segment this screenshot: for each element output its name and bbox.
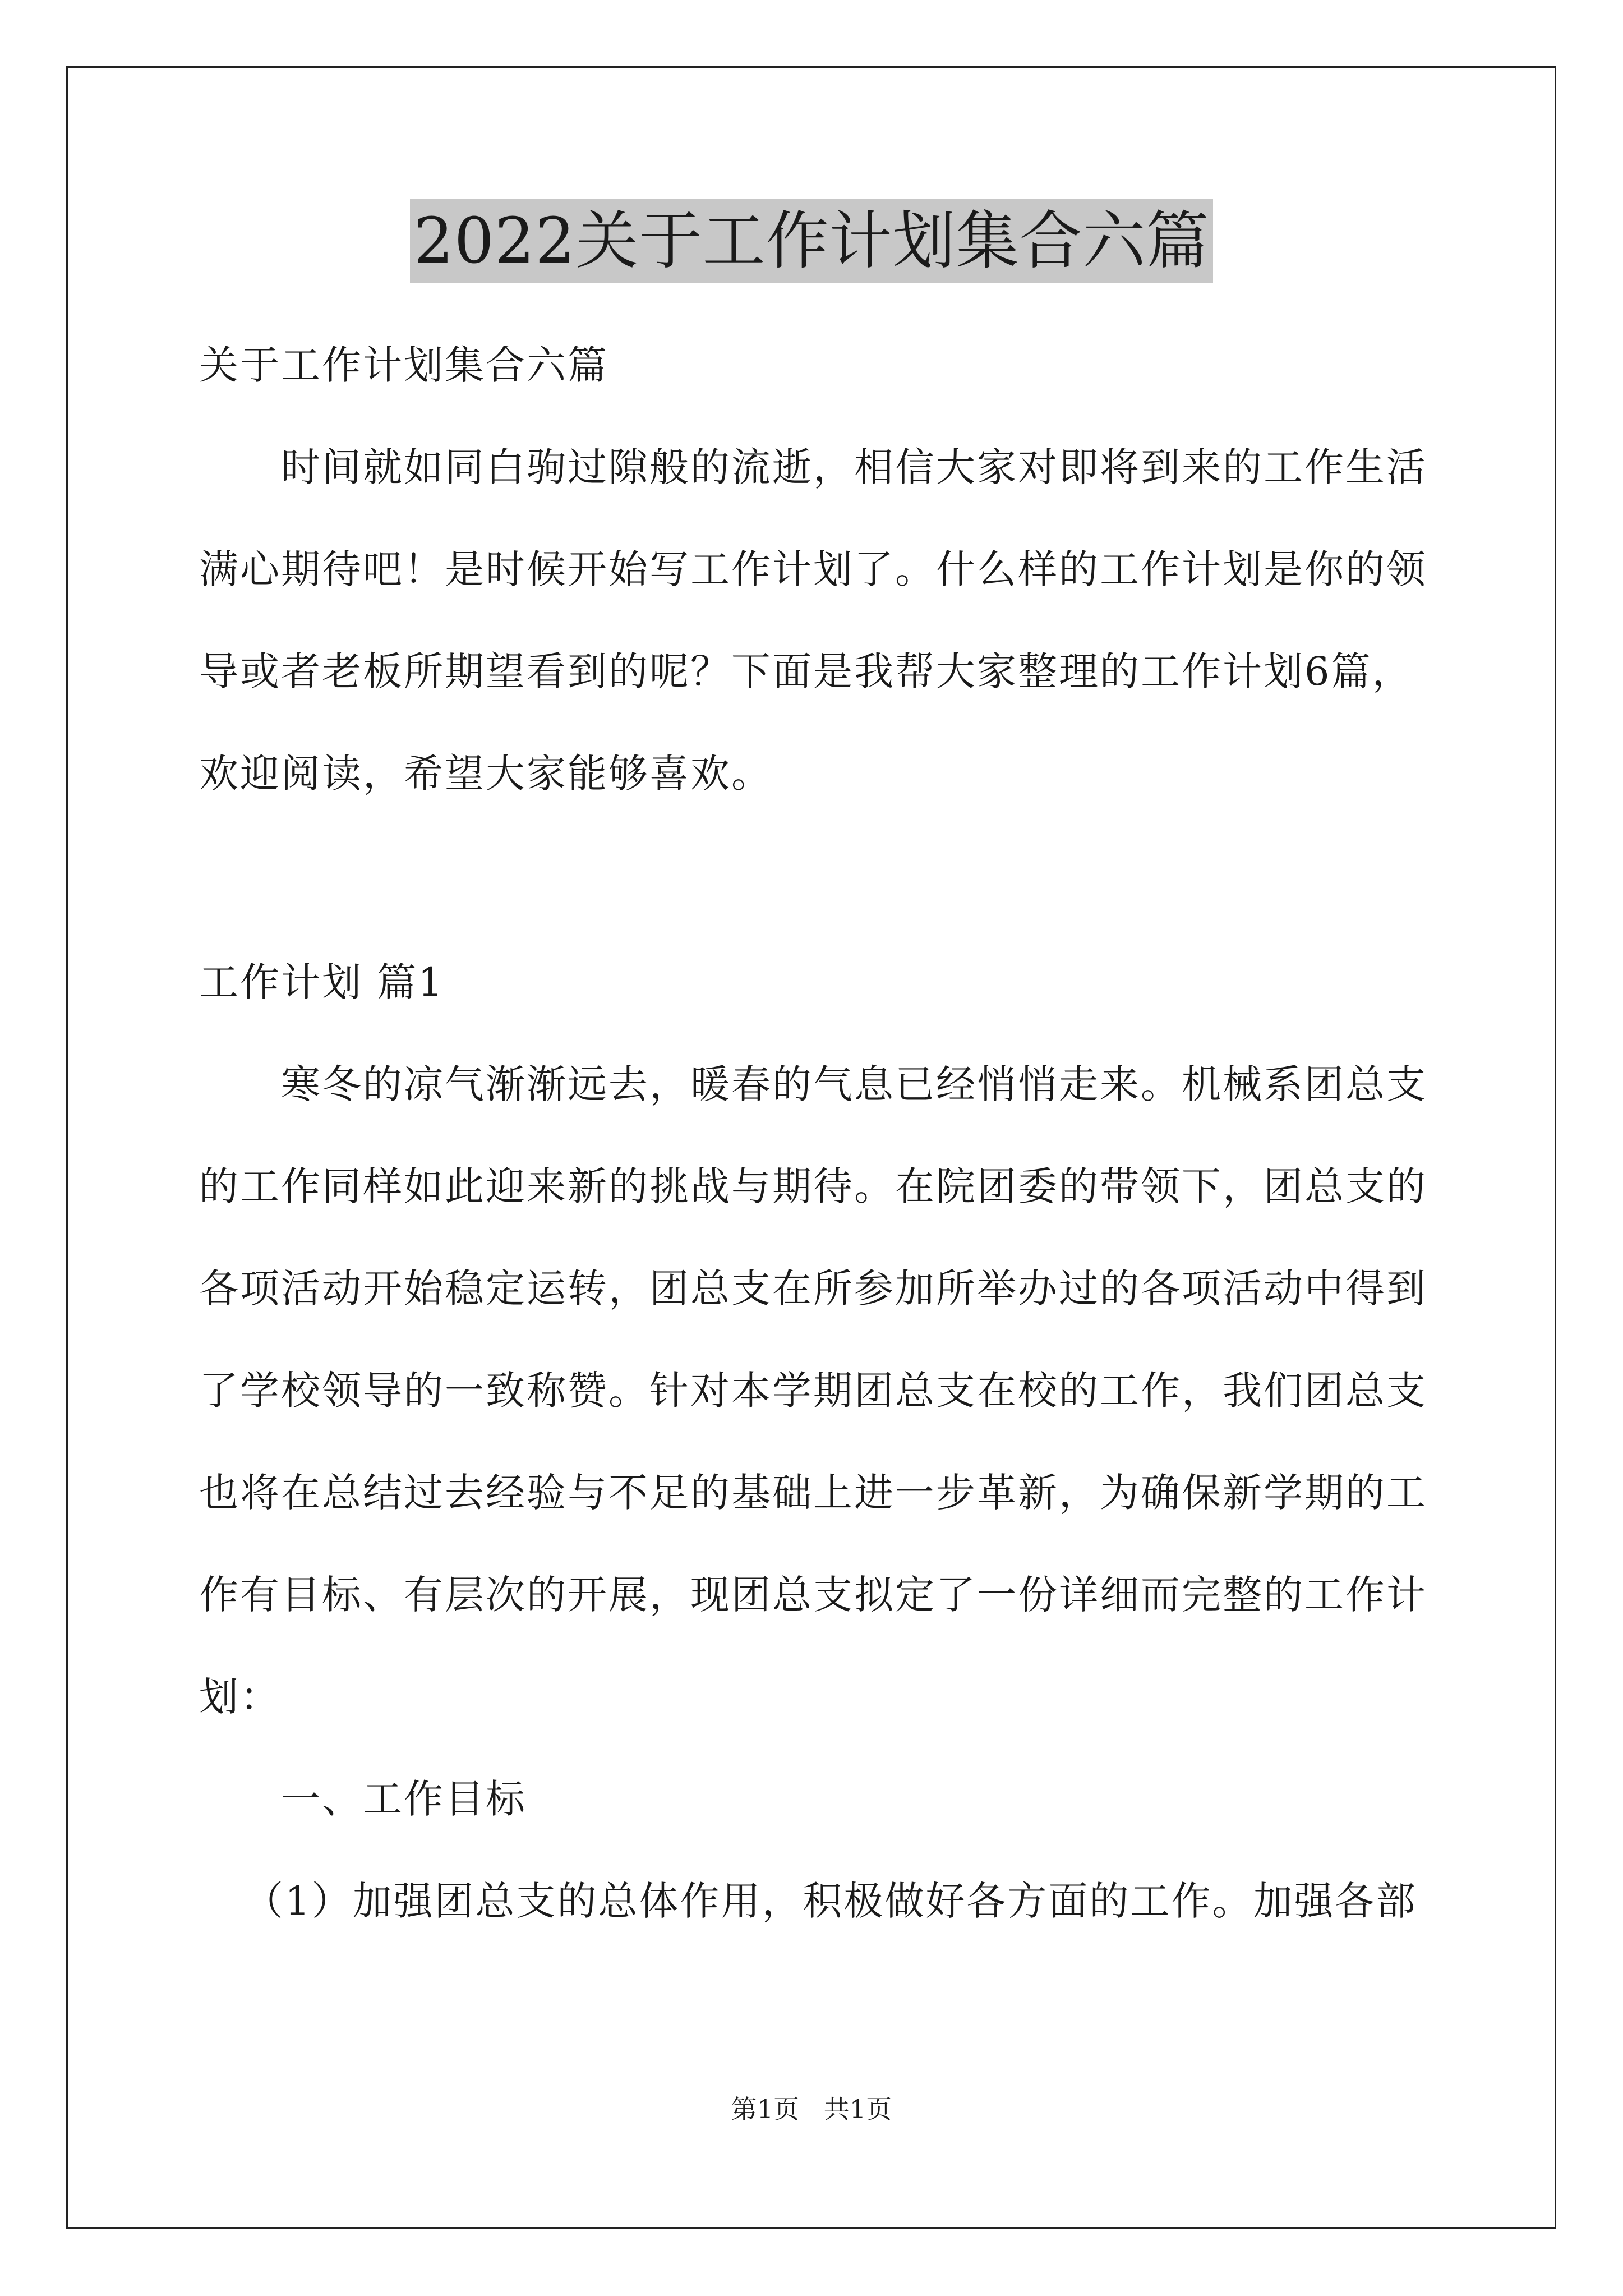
intro-line: 满心期待吧！是时候开始写工作计划了。什么样的工作计划是你的领: [199, 546, 1427, 592]
document-body: [199, 314, 1430, 1952]
section-line: 寒冬的凉气渐渐远去，暖春的气息已经悄悄走来。机械系团总支: [281, 1061, 1427, 1107]
document-title: 2022关于工作计划集合六篇: [410, 199, 1212, 283]
section-line: 也将在总结过去经验与不足的基础上进一步革新，为确保新学期的工: [199, 1470, 1427, 1516]
intro-line: 时间就如同白驹过隙般的流逝，相信大家对即将到来的工作生活: [281, 444, 1427, 490]
item-line: （1）加强团总支的总体作用，积极做好各方面的工作。加强各部: [244, 1878, 1417, 1924]
section-line: 了学校领导的一致称赞。针对本学期团总支在校的工作，我们团总支: [199, 1368, 1427, 1414]
section-heading: 工作计划 篇1: [199, 959, 445, 1005]
section-line: 划：: [199, 1674, 281, 1720]
subheading: 一、工作目标: [281, 1776, 527, 1822]
section-line: 的工作同样如此迎来新的挑战与期待。在院团委的带领下，团总支的: [199, 1163, 1427, 1209]
section-line: 作有目标、有层次的开展，现团总支拟定了一份详细而完整的工作计: [199, 1572, 1427, 1618]
intro-line: 欢迎阅读，希望大家能够喜欢。: [199, 751, 772, 797]
paragraph-gap: [199, 825, 1430, 931]
page-footer: 第1页 共1页: [731, 2094, 892, 2124]
document-subtitle: 关于工作计划集合六篇: [199, 342, 608, 388]
intro-line: 导或者老板所期望看到的呢？下面是我帮大家整理的工作计划6篇，: [199, 648, 1413, 694]
title-container: [0, 199, 1623, 283]
section-line: 各项活动开始稳定运转，团总支在所参加所举办过的各项活动中得到: [199, 1266, 1427, 1312]
